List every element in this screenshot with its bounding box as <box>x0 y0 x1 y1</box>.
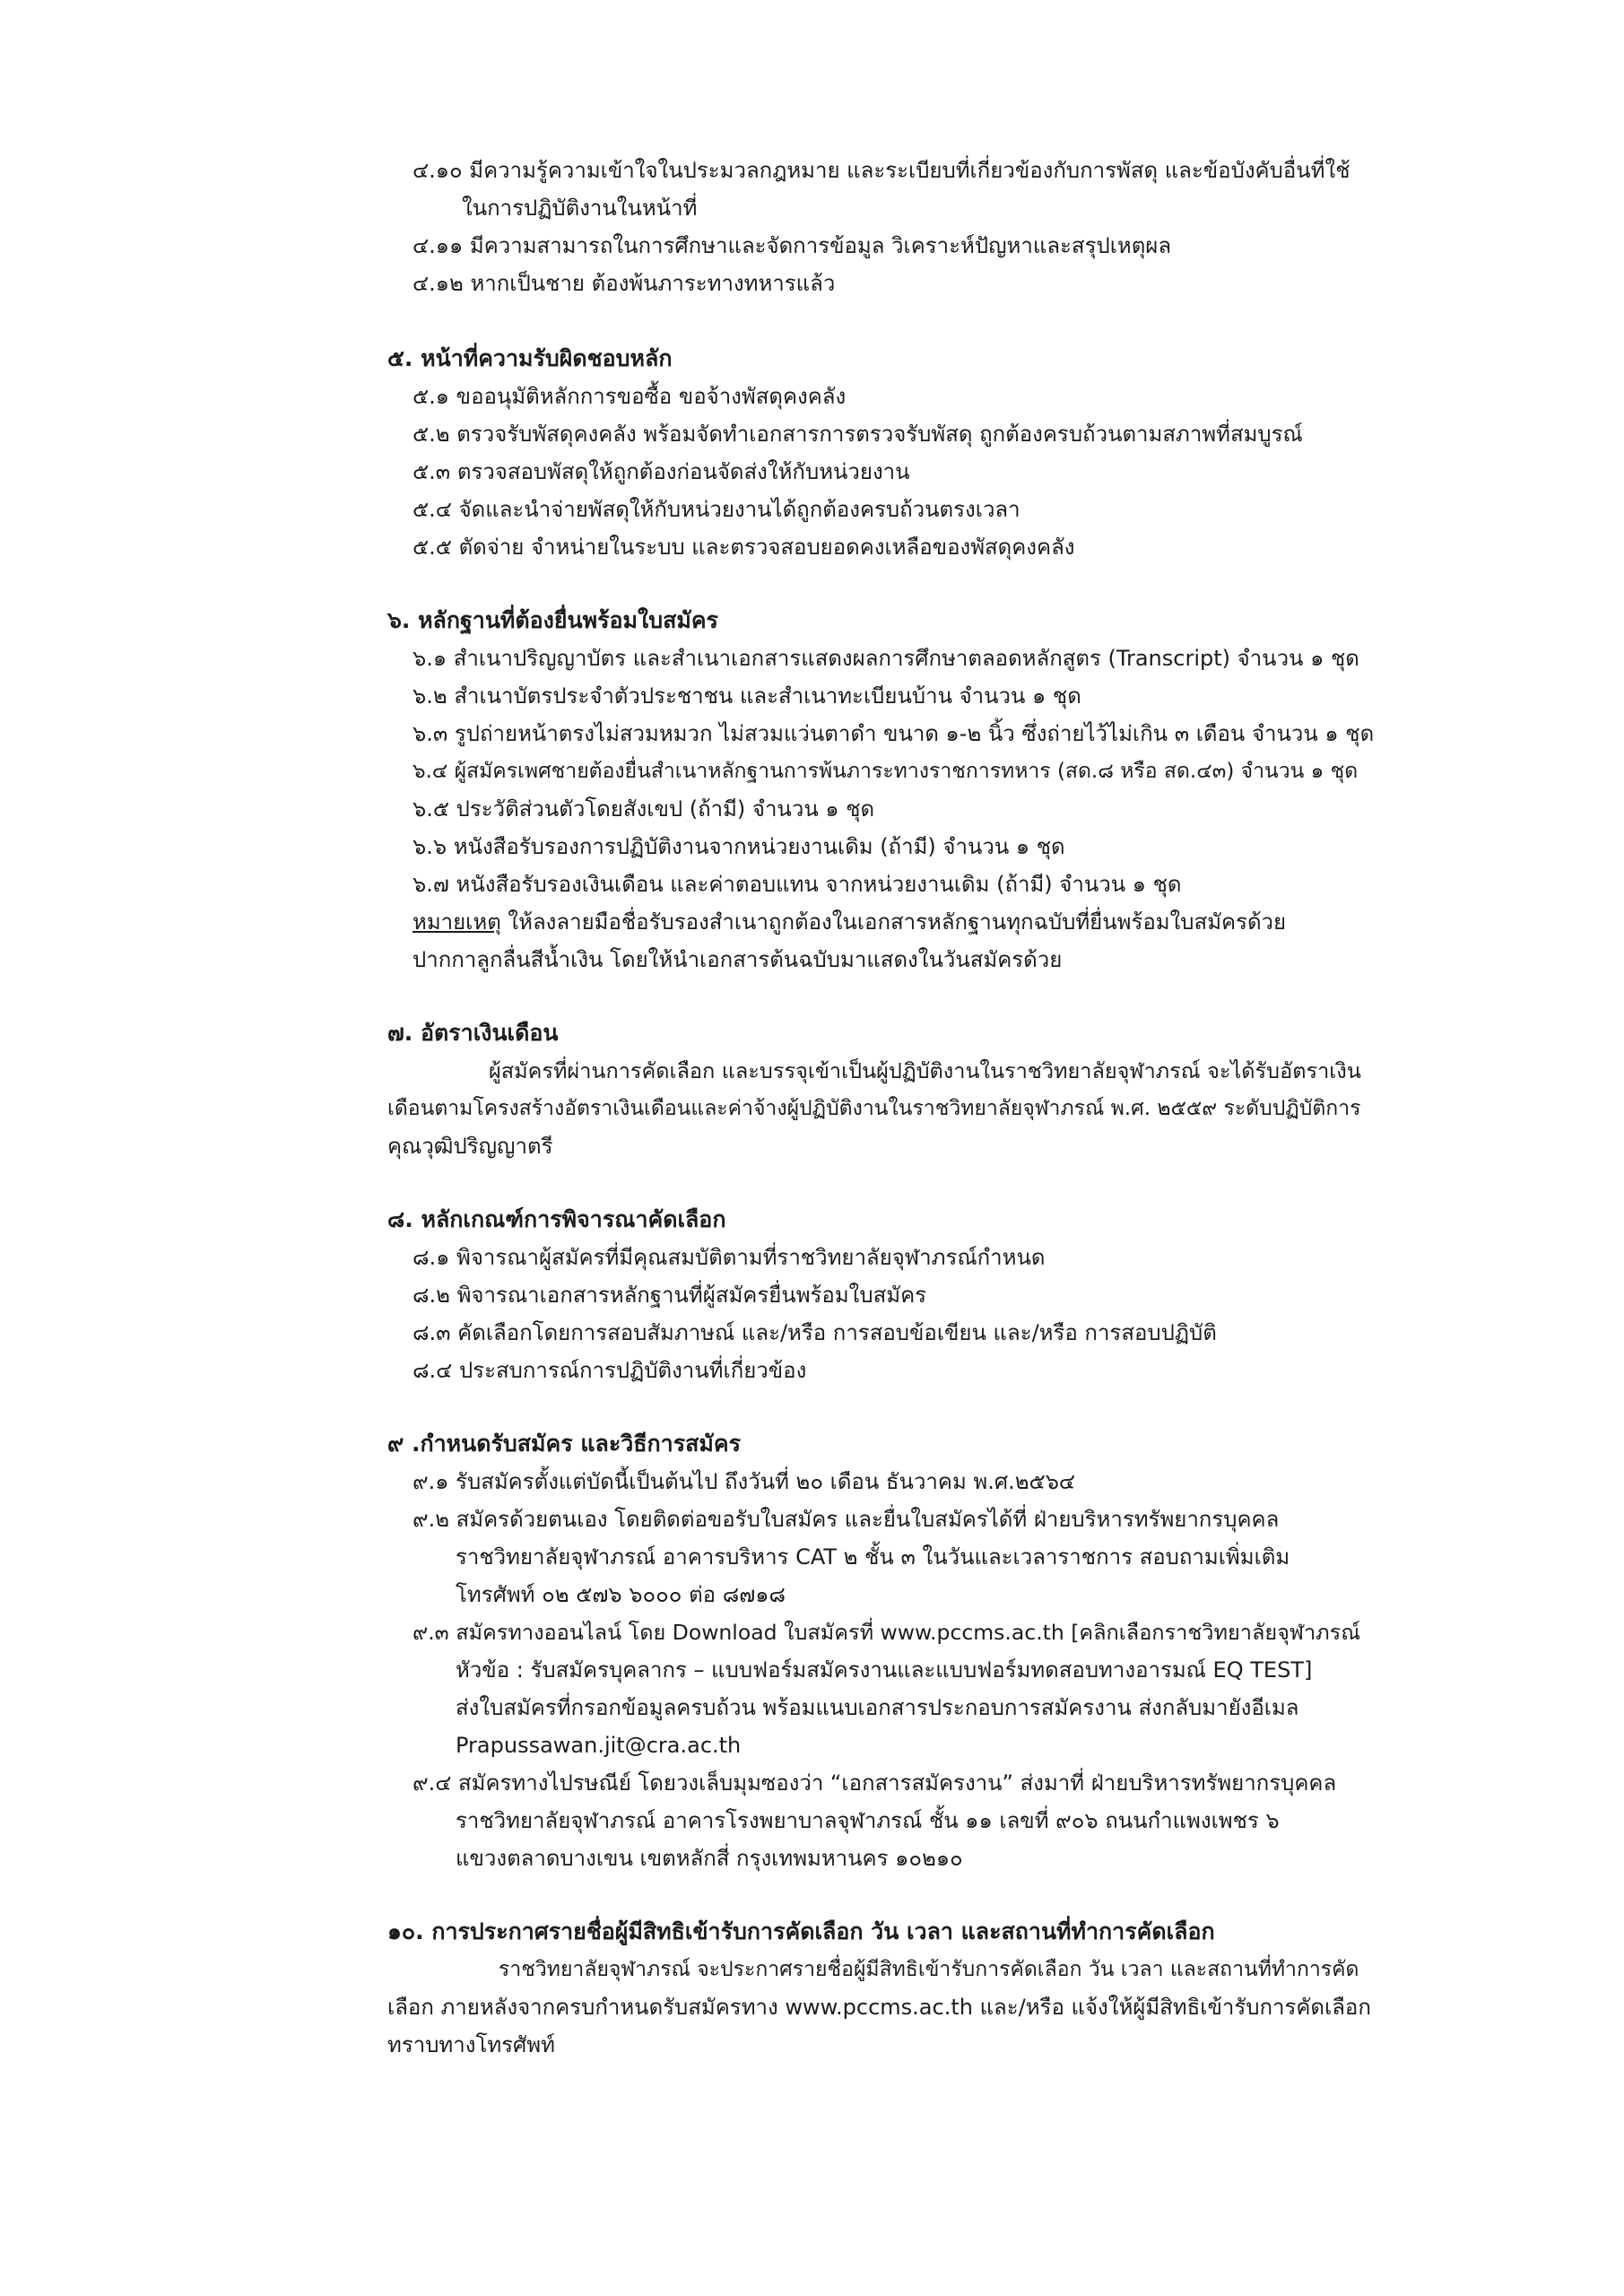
section-8-heading: ๘. หลักเกณฑ์การพิจารณาคัดเลือก <box>387 1206 726 1232</box>
item-8-1: ๘.๑ พิจารณาผู้สมัครที่มีคุณสมบัติตามที่ราชวิทยาลัยจุฬาภรณ์กำหนด <box>413 1245 1046 1270</box>
item-8-2: ๘.๒ พิจารณาเอกสารหลักฐานที่ผู้สมัครยื่นพร้อมใบสมัคร <box>413 1283 927 1308</box>
item-4-11: ๔.๑๑ มีความสามารถในการศึกษาและจัดการข้อมูล วิเคราะห์ปัญหาและสรุปเหตุผล <box>413 233 1172 258</box>
item-4-10-line1: ๔.๑๐ มีความรู้ความเข้าใจในประมวลกฎหมาย และระเบียบที่เกี่ยวข้องกับการพัสดุ และข้อบังคับอื่นที่ใช้ <box>413 158 1350 183</box>
item-8-3: ๘.๓ คัดเลือกโดยการสอบสัมภาษณ์ และ/หรือ การสอบข้อเขียน และ/หรือ การสอบปฏิบัติ <box>413 1320 1217 1345</box>
item-9-3-email: Prapussawan.jit@cra.ac.th <box>456 1733 742 1758</box>
item-5-4: ๕.๔ จัดและนำจ่ายพัสดุให้กับหน่วยงานได้ถูกต้องครบถ้วนตรงเวลา <box>413 497 1020 522</box>
item-9-2-line2: ราชวิทยาลัยจุฬาภรณ์ อาคารบริหาร CAT ๒ ชั้น ๓ ในวันและเวลาราชการ สอบถามเพิ่มเติม <box>456 1544 1290 1570</box>
section-10-para-line3: ทราบทางโทรศัพท์ <box>387 2032 555 2057</box>
item-9-4-line1: ๙.๔ สมัครทางไปรษณีย์ โดยวงเล็บมุมซองว่า “เอกสารสมัครงาน” ส่งมาที่ ฝ่ายบริหารทรัพยากรบุคคล <box>413 1770 1337 1796</box>
note-line2: ปากกาลูกลื่นสีน้ำเงิน โดยให้นำเอกสารต้นฉบับมาแสดงในวันสมัครด้วย <box>413 947 1063 972</box>
item-6-7: ๖.๗ หนังสือรับรองเงินเดือน และค่าตอบแทน จากหน่วยงานเดิม (ถ้ามี) จำนวน ๑ ชุด <box>413 872 1182 897</box>
item-4-10-line2: ในการปฏิบัติงานในหน้าที่ <box>462 196 698 221</box>
item-4-12: ๔.๑๒ หากเป็นชาย ต้องพ้นภาระทางทหารแล้ว <box>413 271 836 296</box>
section-7-para-line3: คุณวุฒิปริญญาตรี <box>387 1134 553 1159</box>
section-10-heading: ๑๐. การประกาศรายชื่อผู้มีสิทธิเข้ารับการคัดเลือก วัน เวลา และสถานที่ทำการคัดเลือก <box>387 1918 1215 1944</box>
item-6-3: ๖.๓ รูปถ่ายหน้าตรงไม่สวมหมวก ไม่สวมแว่นตาดำ ขนาด ๑-๒ นิ้ว ซึ่งถ่ายไว้ไม่เกิน ๓ เดือน จำนวน ๑ ชุด <box>413 721 1375 746</box>
section-6-heading: ๖. หลักฐานที่ต้องยื่นพร้อมใบสมัคร <box>387 607 718 633</box>
item-6-5: ๖.๕ ประวัติส่วนตัวโดยสังเขป (ถ้ามี) จำนวน ๑ ชุด <box>413 796 875 822</box>
item-6-2: ๖.๒ สำเนาบัตรประจำตัวประชาชน และสำเนาทะเบียนบ้าน จำนวน ๑ ชุด <box>413 683 1081 709</box>
item-9-4-line3: แขวงตลาดบางเขน เขตหลักสี่ กรุงเทพมหานคร ๑๐๒๑๐ <box>456 1846 963 1871</box>
section-7-heading: ๗. อัตราเงินเดือน <box>387 1020 559 1046</box>
note-label: หมายเหตุ <box>413 909 501 935</box>
item-9-3-line2: หัวข้อ : รับสมัครบุคลากร – แบบฟอร์มสมัครงานและแบบฟอร์มทดสอบทางอารมณ์ EQ TEST] <box>456 1657 1313 1683</box>
section-7-para-line2: เดือนตามโครงสร้างอัตราเงินเดือนและค่าจ้างผู้ปฏิบัติงานในราชวิทยาลัยจุฬาภรณ์ พ.ศ. ๒๕๕๙ ระดับปฏิบัติการ <box>387 1097 1361 1120</box>
section-9-heading: ๙ .กำหนดรับสมัคร และวิธีการสมัคร <box>387 1431 742 1457</box>
item-5-5: ๕.๕ ตัดจ่าย จำหน่ายในระบบ และตรวจสอบยอดคงเหลือของพัสดุคงคลัง <box>413 535 1075 560</box>
note-text-1: ให้ลงลายมือชื่อรับรองสำเนาถูกต้องในเอกสารหลักฐานทุกฉบับที่ยื่นพร้อมใบสมัครด้วย <box>500 909 1287 935</box>
item-9-3-line3: ส่งใบสมัครที่กรอกข้อมูลครบถ้วน พร้อมแนบเอกสารประกอบการสมัครงาน ส่งกลับมายังอีเมล <box>456 1695 1299 1720</box>
item-5-2: ๕.๒ ตรวจรับพัสดุคงคลัง พร้อมจัดทำเอกสารการตรวจรับพัสดุ ถูกต้องครบถ้วนตามสภาพที่สมบูรณ์ <box>413 422 1303 447</box>
item-9-1: ๙.๑ รับสมัครตั้งแต่บัดนี้เป็นต้นไป ถึงวันที่ ๒๐ เดือน ธันวาคม พ.ศ.๒๕๖๔ <box>413 1469 1076 1494</box>
item-6-4: ๖.๔ ผู้สมัครเพศชายต้องยื่นสำเนาหลักฐานการพ้นภาระทางราชการทหาร (สด.๘ หรือ สด.๔๓) จำนวน ๑ ชุด <box>413 760 1359 783</box>
note-line1 <box>413 908 1286 936</box>
section-10-para-line2: เลือก ภายหลังจากครบกำหนดรับสมัครทาง www.pccms.ac.th และ/หรือ แจ้งให้ผู้มีสิทธิเข้ารับการคัดเลือก <box>387 1995 1371 2020</box>
item-9-3-line1: ๙.๓ สมัครทางออนไลน์ โดย Download ใบสมัครที่ www.pccms.ac.th [คลิกเลือกราชวิทยาลัยจุฬาภรณ์ <box>413 1620 1361 1645</box>
item-8-4: ๘.๔ ประสบการณ์การปฏิบัติงานที่เกี่ยวข้อง <box>413 1358 807 1383</box>
item-5-3: ๕.๓ ตรวจสอบพัสดุให้ถูกต้องก่อนจัดส่งให้กับหน่วยงาน <box>413 459 910 484</box>
section-10-para-line1: ราชวิทยาลัยจุฬาภรณ์ จะประกาศรายชื่อผู้มีสิทธิเข้ารับการคัดเลือก วัน เวลา และสถานที่ทำการคัด <box>499 1958 1359 1981</box>
item-6-6: ๖.๖ หนังสือรับรองการปฏิบัติงานจากหน่วยงานเดิม (ถ้ามี) จำนวน ๑ ชุด <box>413 834 1065 859</box>
item-9-2-line1: ๙.๒ สมัครด้วยตนเอง โดยติดต่อขอรับใบสมัคร และยื่นใบสมัครได้ที่ ฝ่ายบริหารทรัพยากรบุคคล <box>413 1507 1280 1532</box>
item-9-4-line2: ราชวิทยาลัยจุฬาภรณ์ อาคารโรงพยาบาลจุฬาภรณ์ ชั้น ๑๑ เลขที่ ๙๐๖ ถนนกำแพงเพชร ๖ <box>456 1808 1280 1833</box>
section-7-para-line1: ผู้สมัครที่ผ่านการคัดเลือก และบรรจุเข้าเป็นผู้ปฏิบัติงานในราชวิทยาลัยจุฬาภรณ์ จะได้รับอัตราเงิน <box>489 1058 1361 1083</box>
item-9-2-line3: โทรศัพท์ ๐๒ ๕๗๖ ๖๐๐๐ ต่อ ๘๗๑๘ <box>456 1582 786 1607</box>
item-5-1: ๕.๑ ขออนุมัติหลักการขอซื้อ ขอจ้างพัสดุคงคลัง <box>413 384 847 409</box>
item-6-1: ๖.๑ สำเนาปริญญาบัตร และสำเนาเอกสารแสดงผลการศึกษาตลอดหลักสูตร (Transcript) จำนวน ๑ ชุด <box>413 646 1359 671</box>
section-5-heading: ๕. หน้าที่ความรับผิดชอบหลัก <box>387 345 673 371</box>
